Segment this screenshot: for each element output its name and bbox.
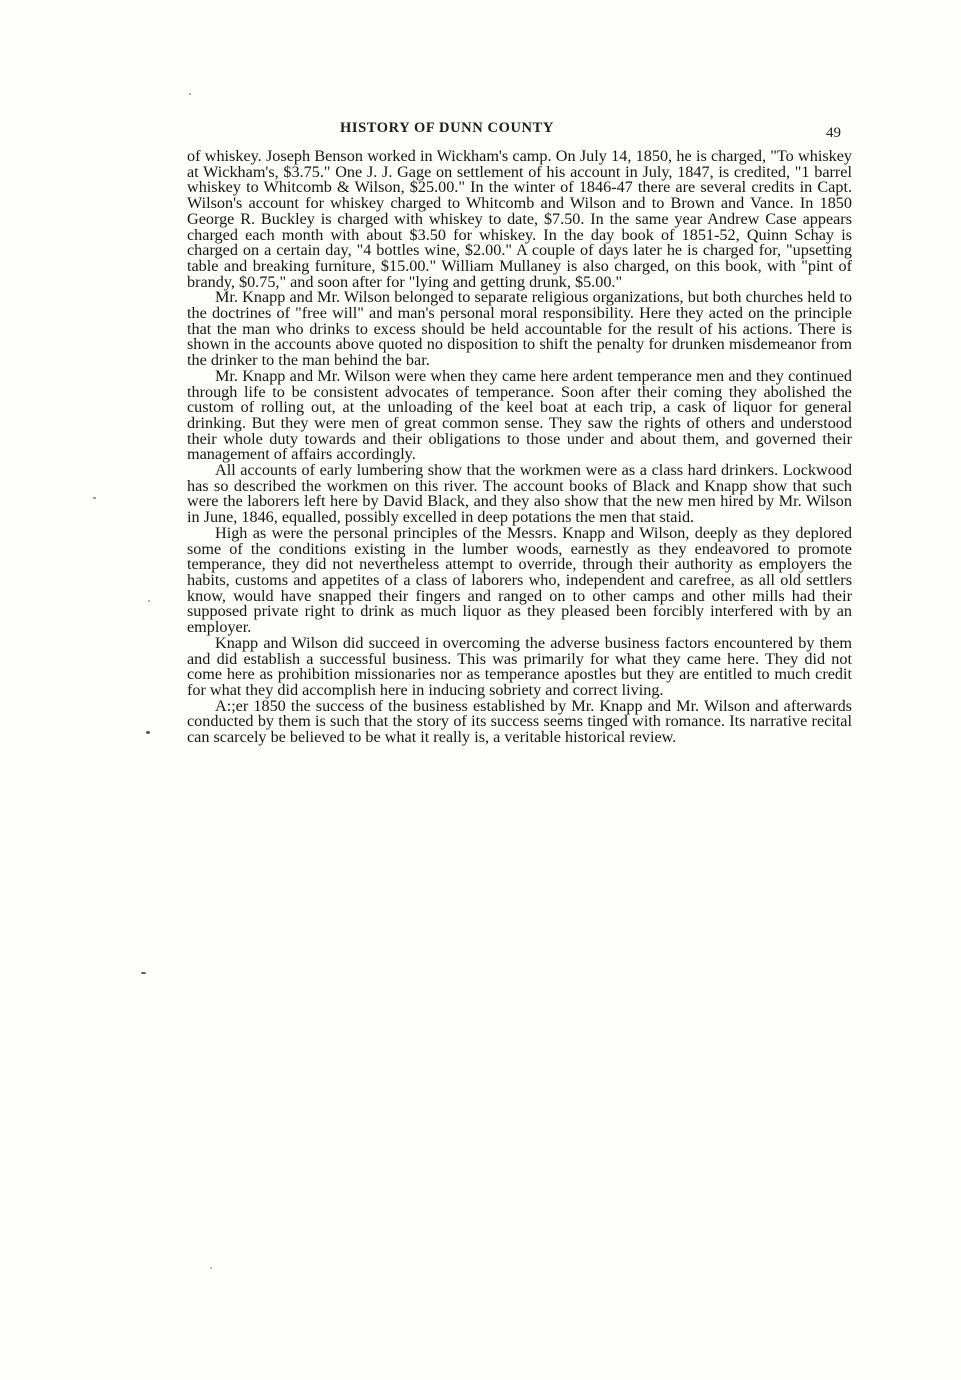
scan-speck	[189, 93, 191, 95]
running-head: HISTORY OF DUNN COUNTY	[340, 120, 554, 136]
scan-speck	[148, 600, 150, 602]
paragraph-religious-organizations: Mr. Knapp and Mr. Wilson belonged to separate religious organizations, but both churches held to the doctrines of "free will" and man's personal moral responsibility. Here they acted on the principle that the man who drinks to excess should be held accountable for the result of his actions. There is shown in the accounts above quoted no disposition to shift the penalty for drunken misdemeanor from the drinker to the man behind the bar.	[187, 288, 852, 370]
page-number: 49	[826, 125, 841, 141]
scan-speck	[93, 497, 96, 499]
scan-speck	[146, 731, 150, 734]
body-text	[187, 149, 852, 746]
paragraph-successful-business: Knapp and Wilson did succeed in overcoming the adverse business factors encountered by them and did establish a successful business. This was primarily for what they came here. They did not come here as prohibition missionaries nor as temperance apostles but they are entitled to much credit for what they did accomplish here in inducing sobriety and correct living.	[187, 633, 852, 699]
paragraph-early-lumbering: All accounts of early lumbering show that the workmen were as a class hard drinkers. Lockwood has so described the workmen on this river. The account books of Black and Knapp show that such were the laborers left here by David Black, and they also show that the new men hired by Mr. Wilson in June, 1846, equalled, possibly excelled in deep potations the men that staid.	[187, 461, 852, 527]
scan-speck	[210, 1267, 212, 1269]
paragraph-after-1850: A:;er 1850 the success of the business established by Mr. Knapp and Mr. Wilson and afterwards conducted by them is such that the story of its success seems tinged with romance. Its narrative recital can scarcely be believed to be what it really is, a veritable historical review.	[187, 696, 852, 747]
paragraph-continuation: of whiskey. Joseph Benson worked in Wickham's camp. On July 14, 1850, he is charged, "To whiskey at Wickham's, $3.75." One J. J. Gage on settlement of his account in July, 1847, is credited, "1 barrel whiskey to Whitcomb & Wilson, $25.00." In the winter of 1846-47 there are several credits in Capt. Wilson's account for whiskey charged to Whitcomb and Wilson and to Brown and Vance. In 1850 George R. Buckley is charged with whiskey to date, $7.50. In the same year Andrew Case appears charged each month with about $3.50 for whiskey. In the day book of 1851-52, Quinn Schay is charged on a certain day, "4 bottles wine, $2.00." A couple of days later he is charged for, "upsetting table and breaking furniture, $15.00." William Mullaney is also charged, on this book, with "pint of brandy, $0.75," and soon after for "lying and getting drunk, $5.00."	[187, 147, 852, 291]
paragraph-temperance-men: Mr. Knapp and Mr. Wilson were when they came here ardent temperance men and they continued through life to be consistent advocates of temperance. Soon after their coming they abolished the custom of rolling out, at the unloading of the keel boat at each trip, a cask of liquor for general drinking. But they were men of great common sense. They saw the rights of others and understood their whole duty towards and their obligations to those under and about them, and governed their management of affairs accordingly.	[187, 366, 852, 464]
paragraph-personal-principles: High as were the personal principles of the Messrs. Knapp and Wilson, deeply as they deplored some of the conditions existing in the lumber woods, earnestly as they endeavored to promote temperance, they did not nevertheless attempt to override, through their authority as employers the habits, customs and appetites of a class of laborers who, independent and carefree, as all old settlers know, would have snapped their fingers and ranged on to other camps and other mills had their supposed private right to drink as much liquor as they pleased been forcibly interfered with by an employer.	[187, 523, 852, 637]
scan-speck	[141, 972, 146, 974]
